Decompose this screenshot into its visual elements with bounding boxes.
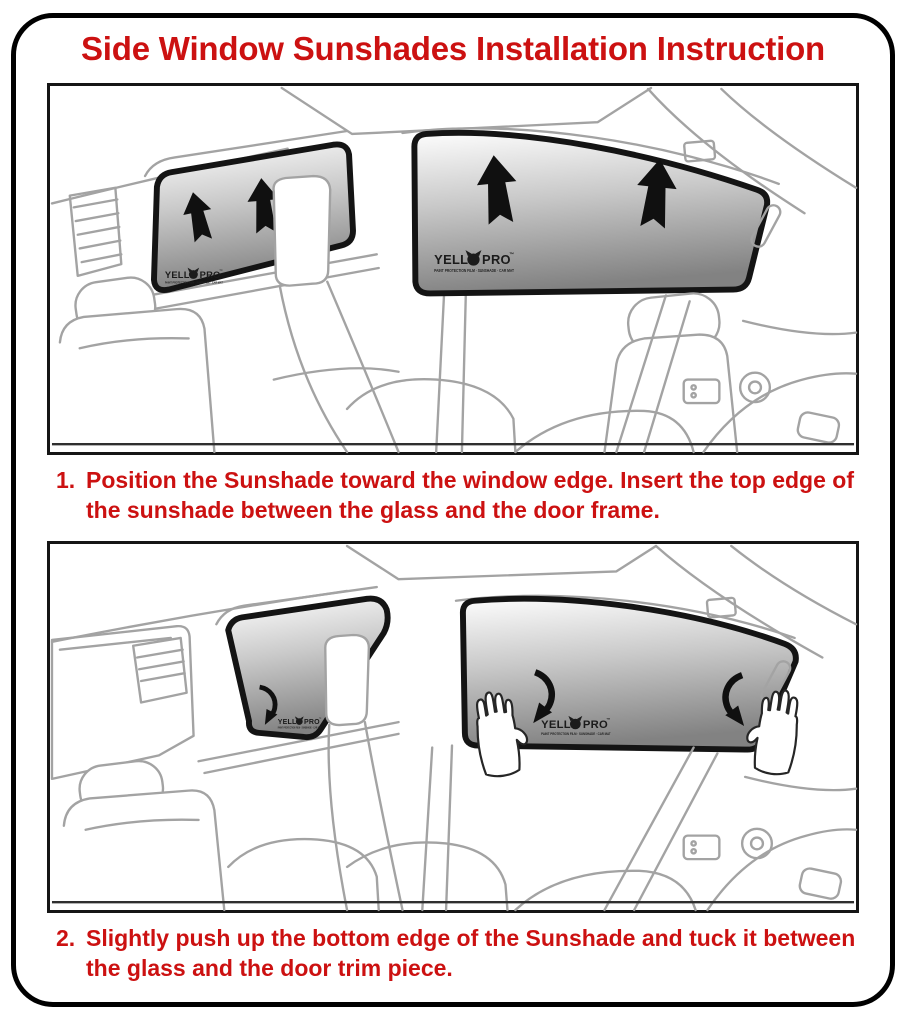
step1-illustration: YELL PRO ™ PAINT PROTECTION FILM · SUNSHADE · CAR MAT (50, 86, 856, 452)
step-1 (56, 466, 864, 526)
brand-logo (165, 268, 223, 285)
brand-logo (434, 250, 514, 273)
brand-logo (541, 716, 611, 736)
step-2 (56, 924, 864, 984)
headrest (325, 635, 369, 725)
front-seat-lineart (280, 282, 516, 452)
headrest (274, 176, 331, 286)
step-1-text: Position the Sunshade toward the window edge. Insert the top edge of the sunshade between the glass and the door frame. (86, 466, 854, 523)
page-title: Side Window Sunshades Installation Instruction (80, 30, 826, 67)
step-1-number: 1. (56, 466, 76, 493)
illustration-panel-step1 (47, 66, 859, 455)
step-2-number: 2. (56, 924, 76, 951)
illustration-panel-step2 (47, 524, 859, 913)
step-2-text: Slightly push up the bottom edge of the Sunshade and tuck it between the glass and the door trim piece. (86, 924, 856, 981)
instruction-sheet (11, 13, 895, 1007)
step2-illustration: YELL PRO ™ PAINT PROTECTION FILM · SUNSHADE · CAR MAT (50, 544, 856, 910)
